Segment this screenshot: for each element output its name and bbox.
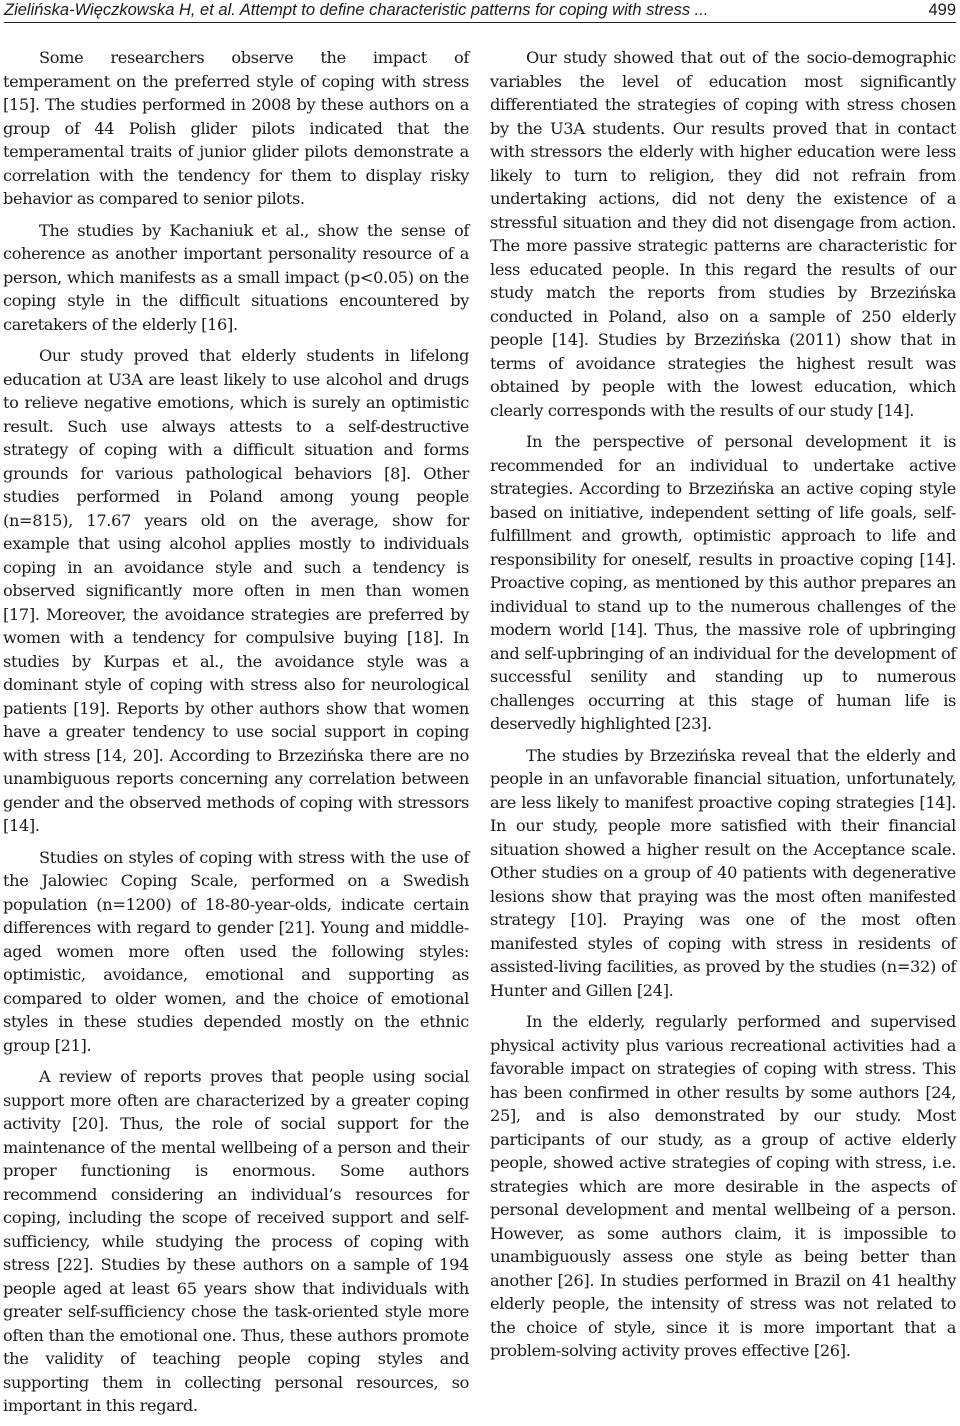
paragraph: In the perspective of personal development it is recommended for an individual to undertake active strategies. According to Brzezińska an active coping style based on initiative, independent setting of life goals, self-fulfillment and growth, optimistic approach to life and responsibility for oneself, results in proactive coping [14]. Proactive coping, as mentioned by this author prepares an individual to stand up to the numerous challenges of the modern world [14]. Thus, the massive role of upbringing and self-upbringing of an individual for the development of successful senility and standing up to numerous challenges occurring at this stage of human life is deservedly highlighted [23].: [490, 432, 956, 733]
left-column: [3, 46, 469, 1426]
paragraph: Studies on styles of coping with stress with the use of the Jalowiec Coping Scale, performed on a Swedish population (n=1200) of 18-80-year-olds, indicate certain differences with regard to gender [21]. Young and middle-aged women more often used the following styles: optimistic, avoidance, emotional and supporting as compared to older women, and the choice of emotional styles in these studies depended mostly on the ethnic group [21].: [3, 847, 469, 1055]
running-header: [4, 0, 956, 23]
paragraph: The studies by Kachaniuk et al., show the sense of coherence as another important personality resource of a person, which manifests as a small impact (p<0.05) on the coping style in the difficult situations encountered by caretakers of the elderly [16].: [3, 220, 469, 334]
paragraph: Our study proved that elderly students in lifelong education at U3A are least likely to use alcohol and drugs to relieve negative emotions, which is surely an optimistic result. Such use always attests to a self-destructive strategy of coping with a difficult situation and forms grounds for various pathological behaviors [8]. Other studies performed in Poland among young people (n=815), 17.67 years old on the average, show for example that using alcohol applies mostly to individuals coping in an avoidance style and such a tendency is observed significantly more often in men than women [17]. Moreover, the avoidance strategies are preferred by women with a tendency for compulsive buying [18]. In studies by Kurpas et al., the avoidance style was a dominant style of coping with stress also for neurological patients [19]. Reports by other authors show that women have a greater tendency to use social support in coping with stress [14, 20]. According to Brzezińska there are no unambiguous reports concerning any correlation between gender and the observed methods of coping with stressors [14].: [3, 346, 469, 835]
right-column: [490, 46, 956, 1371]
paragraph: In the elderly, regularly performed and supervised physical activity plus various recreational activities had a favorable impact on strategies of coping with stress. This has been confirmed in other results by some authors [24, 25], and is also demonstrated by our study. Most participants of our study, as a group of active elderly people, showed active strategies of coping with stress, i.e. strategies which are more desirable in the aspects of personal development and mental wellbeing of a person. However, as some authors claim, it is impossible to unambiguously assess one style as being better than another [26]. In studies performed in Brazil on 41 healthy elderly people, the intensity of stress was not related to the choice of style, since it is more important that a problem-solving activity proves effective [26].: [490, 1012, 956, 1360]
paragraph: A review of reports proves that people using social support more often are characterized by a greater coping activity [20]. Thus, the role of social support for the maintenance of the mental wellbeing of a person and their proper functioning is enormous. Some authors recommend considering an individual’s resources for coping, including the scope of received support and self-sufficiency, while studying the process of coping with stress [22]. Studies by these authors on a sample of 194 people aged at least 65 years show that individuals with greater self-sufficiency chose the task-oriented style more often than the emotional one. Thus, these authors promote the validity of teaching people coping styles and supporting them in collecting personal resources, so important in this regard.: [3, 1067, 469, 1415]
running-title: Zielińska-Więczkowska H, et al. Attempt to define characteristic patterns for coping with stress ...: [4, 1, 709, 19]
paragraph: Some researchers observe the impact of temperament on the preferred style of coping with stress [15]. The studies performed in 2008 by these authors on a group of 44 Polish glider pilots indicated that the temperamental traits of junior glider pilots demonstrate a correlation with the tendency for them to display risky behavior as compared to senior pilots.: [3, 48, 469, 208]
paragraph: The studies by Brzezińska reveal that the elderly and people in an unfavorable financial situation, unfortunately, are less likely to manifest proactive coping strategies [14]. In our study, people more satisfied with their financial situation showed a higher result on the Acceptance scale. Other studies on a group of 40 patients with degenerative lesions show that praying was the most often manifested strategy [10]. Praying was one of the most often manifested styles of coping with stress in residents of assisted-living facilities, as proved by the studies (n=32) of Hunter and Gillen [24].: [490, 745, 956, 1000]
page-number: 499: [928, 1, 956, 19]
paragraph: Our study showed that out of the socio-demographic variables the level of education most significantly differentiated the strategies of coping with stress chosen by the U3A students. Our results proved that in contact with stressors the elderly with higher education were less likely to turn to religion, they did not refrain from undertaking actions, did not deny the existence of a stressful situation and they did not disengage from action. The more passive strategic patterns are characteristic for less educated people. In this regard the results of our study match the reports from studies by Brzezińska conducted in Poland, also on a sample of 250 elderly people [14]. Studies by Brzezińska (2011) show that in terms of avoidance strategies the highest result was obtained by people with the lowest education, which clearly corresponds with the results of our study [14].: [490, 48, 956, 420]
